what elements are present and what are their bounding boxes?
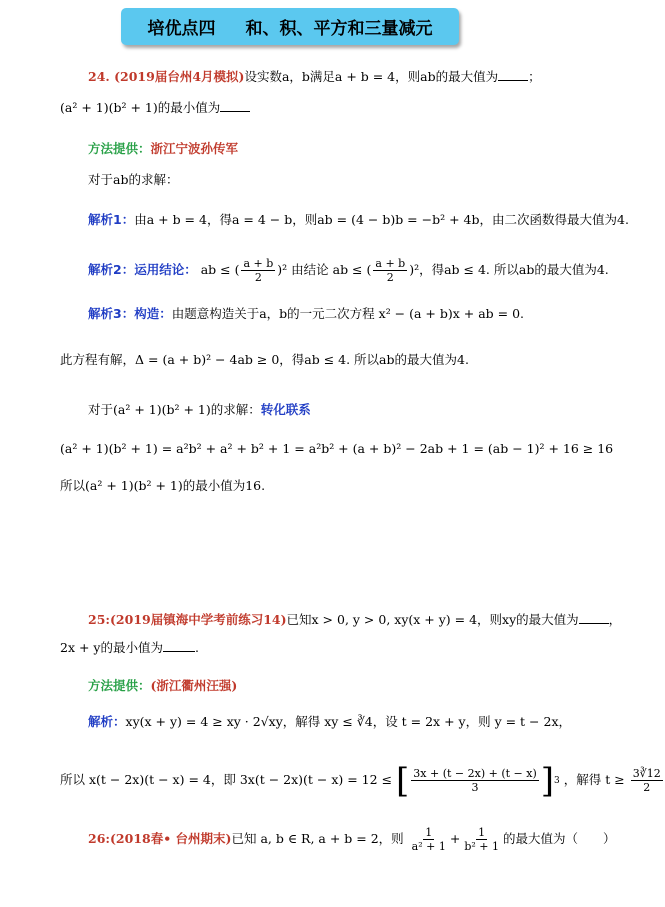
p24-part2-intro: 对于(a² + 1)(b² + 1)的求解：转化联系: [88, 402, 311, 417]
bracket-expression: [ $\frac{3x + (t - 2x) + (t - x)}{3}$ ] 3: [396, 760, 560, 801]
fraction: $\frac{1}{\text{a² + 1}}$: [411, 826, 446, 853]
answer-blank[interactable]: [163, 639, 195, 652]
p24-part2-conclusion: 所以(a² + 1)(b² + 1)的最小值为16.: [60, 478, 266, 493]
p24-solution-2: 解析2：运用结论： ab ≤ ( $\frac{a + b}{2}$ )² 由结论 ab ≤ ( $\frac{a + b}{2}$ )²，得ab ≤ 4. 所以ab的最大值为4.: [88, 257, 609, 284]
p25-solution-1: 解析：xy(x + y) = 4 ≥ xy · 2√xy，解得 xy ≤ ∛4，设 t = 2x + y，则 y = t − 2x，: [88, 714, 571, 729]
fraction: $\frac{3x + (t - 2x) + (t - x)}{3}$: [413, 767, 537, 794]
p24-solution-1: 解析1：由a + b = 4，得a = 4 − b，则ab = (4 − b)b = −b² + 4b，由二次函数得最大值为4.: [88, 212, 629, 227]
p26-source: (2018春• 台州期末): [110, 831, 232, 846]
p26-stem: 26:(2018春• 台州期末)已知 a, b ∈ R, a + b = 2，则 $\frac{1}{\text{a² + 1}}$ + $\frac{1}{\text{b² + 1}}$ 的最大值为（ ）: [88, 826, 616, 853]
p24-method: 方法提供：浙江宁波孙传军: [88, 141, 239, 156]
answer-blank[interactable]: [579, 611, 609, 624]
p25-stem: 25:(2019届镇海中学考前练习14)已知x > 0, y > 0, xy(x + y) = 4，则xy的最大值为 ，: [88, 612, 622, 627]
p24-source: (2019届台州4月模拟): [114, 69, 245, 84]
banner-right: 和、积、平方和三量减元: [245, 19, 433, 39]
p25-method: 方法提供：(浙江衢州汪强): [88, 678, 238, 693]
p24-solution-3-cont: 此方程有解，Δ = (a + b)² − 4ab ≥ 0，得ab ≤ 4. 所以ab的最大值为4.: [60, 352, 469, 367]
title-banner: [121, 8, 459, 45]
fraction: $\frac{a + b}{2}$: [375, 257, 406, 284]
answer-blank[interactable]: [498, 68, 528, 81]
answer-blank[interactable]: [220, 99, 250, 112]
p24-ab-intro: 对于ab的求解：: [88, 172, 179, 187]
p24-stem2: (a² + 1)(b² + 1)的最小值为: [60, 99, 250, 117]
p24-solution-3: 解析3：构造：由题意构造关于a，b的一元二次方程 x² − (a + b)x + ab = 0.: [88, 306, 525, 321]
p25-solution-2: 所以 x(t − 2x)(t − x) = 4，即 3x(t − 2x)(t − x) = 12 ≤ [ $\frac{3x + (t - 2x) + (t - x)}{3}$ ] 3 ，解得 t ≥ $\frac{3∛12}{2}$: [60, 760, 661, 801]
p25-source: (2019届镇海中学考前练习14): [110, 612, 287, 627]
banner-left: 培优点四: [147, 19, 216, 39]
fraction: $\frac{1}{\text{b² + 1}}$: [464, 826, 499, 853]
p24-stem: 24. (2019届台州4月模拟)设实数a，b满足a + b = 4，则ab的最大值为 ；: [88, 69, 541, 84]
fraction: $\frac{a + b}{2}$: [243, 257, 274, 284]
p24-part2-equation: (a² + 1)(b² + 1) = a²b² + a² + b² + 1 = a²b² + (a + b)² − 2ab + 1 = (ab − 1)² + 16 ≥ 16: [60, 441, 614, 456]
p25-stem2: 2x + y的最小值为 .: [60, 640, 199, 655]
fraction: $\frac{3∛12}{2}$: [632, 767, 661, 794]
